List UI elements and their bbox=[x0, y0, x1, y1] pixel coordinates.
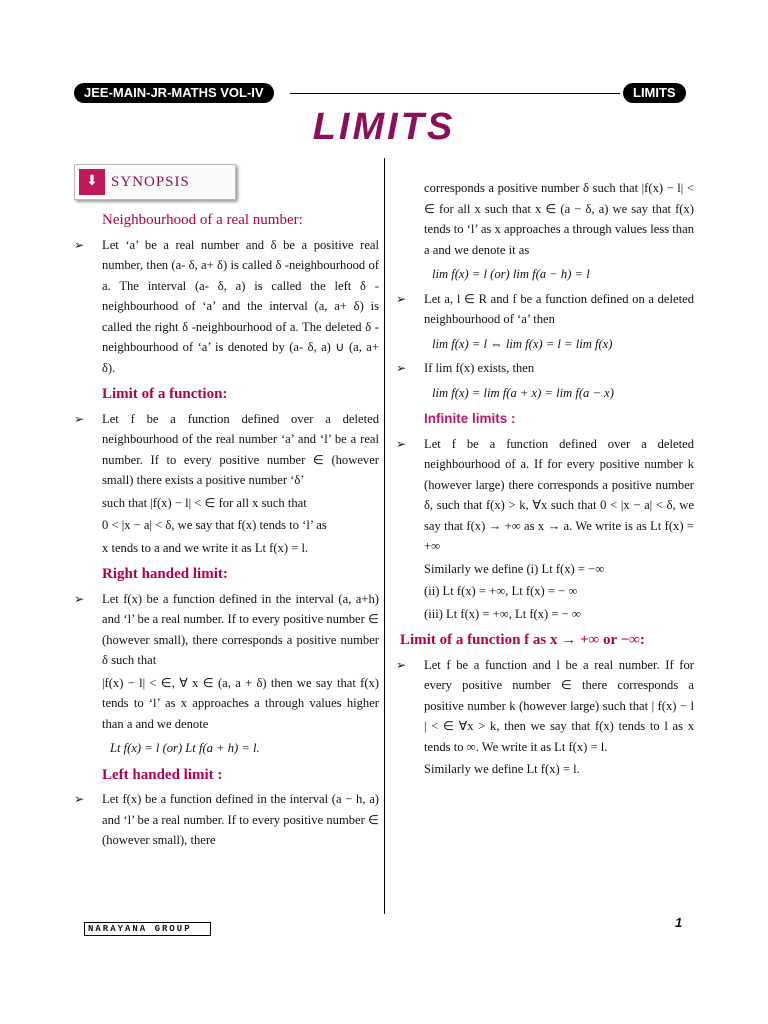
arrow-bullet-icon: ➢ bbox=[74, 591, 85, 606]
paragraph: Let ‘a’ be a real number and δ be a positive real number, then (a- δ, a+ δ) is called δ -neighbourhood of a. The interval (a- δ, a) is called the left δ - neighbourhood of ‘a’ and the interval (a, a+ δ) is called the right δ -neighbourhood of a. The deleted δ -neighbourhood of ‘a’ is denoted by (a- δ, a) ∪ (a, a+ δ). bbox=[102, 237, 379, 375]
paragraph: Let f be a function and l be a real number. If for every positive number ∈ there corresponds a positive number k (however large) such that | f(x) − l | < ∈ ∀x > k, then we say that f(x) tends to l as x tends to ∞. We write it as Lt f(x) = l. bbox=[424, 657, 694, 754]
paragraph: Let f be a function defined over a deleted neighbourhood of a. If for every positive number k (however large) there corresponds a positive number δ, such that f(x) > k, ∀x such that 0 < |x − a| < δ, we say that f(x) → +∞ as x → a. We write is as Lt f(x) = +∞ bbox=[424, 436, 694, 553]
arrow-bullet-icon: ➢ bbox=[396, 436, 407, 451]
paragraph: |f(x) − l| < ∈, ∀ x ∈ (a, a + δ) then we say that f(x) tends to ‘l’ as x approaches a through values higher than a and we denote bbox=[102, 675, 379, 731]
paragraph: corresponds a positive number δ such that |f(x) − l| < ∈ for all x such that x ∈ (a − δ, a) we say that f(x) tends to ‘l’ as x approaches a through values less than a and we denote it as bbox=[424, 181, 694, 257]
page-number: 1 bbox=[675, 915, 683, 930]
synopsis-banner bbox=[74, 164, 236, 200]
paragraph: Let f(x) be a function defined in the interval (a, a+h) and ‘l’ be a real number. If to every positive number ∈ (however small), there corresponds a positive number δ such that bbox=[102, 591, 379, 667]
list-item bbox=[74, 789, 379, 851]
down-arrow-icon: ⬇ bbox=[79, 169, 105, 195]
arrow-bullet-icon: ➢ bbox=[396, 657, 407, 672]
equation: lim f(x) = l ⇔ lim f(x) = l = lim f(x) bbox=[432, 336, 613, 351]
paragraph: 0 < |x − a| < δ, we say that f(x) tends to ‘l’ as bbox=[102, 518, 327, 532]
paragraph: Similarly we define Lt f(x) = l. bbox=[424, 762, 580, 776]
list-item bbox=[74, 409, 379, 491]
list-item bbox=[396, 289, 694, 330]
paragraph: (iii) Lt f(x) = +∞, Lt f(x) = − ∞ bbox=[424, 606, 581, 621]
footer-group-label: NARAYANA GROUP bbox=[84, 922, 211, 936]
list-item bbox=[396, 655, 694, 758]
arrow-bullet-icon: ➢ bbox=[396, 361, 407, 375]
paragraph: x tends to a and we write it as Lt f(x) = l. bbox=[102, 540, 309, 555]
paragraph: Similarly we define (i) Lt f(x) = −∞ bbox=[424, 561, 605, 576]
paragraph: Let f be a function defined over a deleted neighbourhood of the real number ‘a’ and ‘l’ be a real number. If to every positive number ∈ (however small) there exists a positive number ‘δ’ bbox=[102, 411, 379, 487]
equation: Lt f(x) = l (or) Lt f(a + h) = l. bbox=[110, 741, 260, 755]
list-item bbox=[396, 434, 694, 557]
heading-left-limit: Left handed limit : bbox=[102, 766, 223, 783]
heading-limit-function: Limit of a function: bbox=[102, 386, 228, 402]
header-chapter-label: LIMITS bbox=[623, 83, 686, 103]
equation: lim f(x) = l (or) lim f(a − h) = l bbox=[432, 267, 590, 281]
arrow-bullet-icon: ➢ bbox=[396, 291, 407, 306]
paragraph: such that |f(x) − l| < ∈ for all x such that bbox=[102, 495, 307, 510]
header-rule bbox=[290, 93, 620, 94]
equation: lim f(x) = lim f(a + x) = lim f(a − x) bbox=[432, 385, 614, 400]
header-book-title: JEE-MAIN-JR-MATHS VOL-IV bbox=[74, 83, 274, 103]
heading-infinite-limits: Infinite limits : bbox=[424, 411, 516, 426]
list-item bbox=[396, 358, 694, 379]
list-item bbox=[74, 589, 379, 671]
column-divider bbox=[384, 158, 385, 914]
heading-right-limit: Right handed limit: bbox=[102, 566, 228, 582]
heading-limit-infinity: Limit of a function f as x → +∞ or −∞: bbox=[400, 632, 645, 648]
left-column bbox=[74, 160, 379, 853]
arrow-bullet-icon: ➢ bbox=[74, 237, 85, 252]
paragraph: Let a, l ∈ R and f be a function defined on a deleted neighbourhood of ‘a’ then bbox=[424, 291, 694, 326]
arrow-bullet-icon: ➢ bbox=[74, 792, 85, 806]
page-title: LIMITS bbox=[312, 106, 456, 148]
right-column bbox=[396, 176, 694, 782]
heading-neighbourhood: Neighbourhood of a real number: bbox=[102, 212, 303, 228]
paragraph: Let f(x) be a function defined in the interval (a − h, a) and ‘l’ be a real number. If to every positive number ∈ (however small), there bbox=[102, 792, 379, 847]
synopsis-label: SYNOPSIS bbox=[111, 173, 190, 190]
arrow-bullet-icon: ➢ bbox=[74, 411, 85, 426]
paragraph: (ii) Lt f(x) = +∞, Lt f(x) = − ∞ bbox=[424, 584, 578, 598]
paragraph: If lim f(x) exists, then bbox=[424, 361, 535, 375]
list-item bbox=[74, 235, 379, 379]
